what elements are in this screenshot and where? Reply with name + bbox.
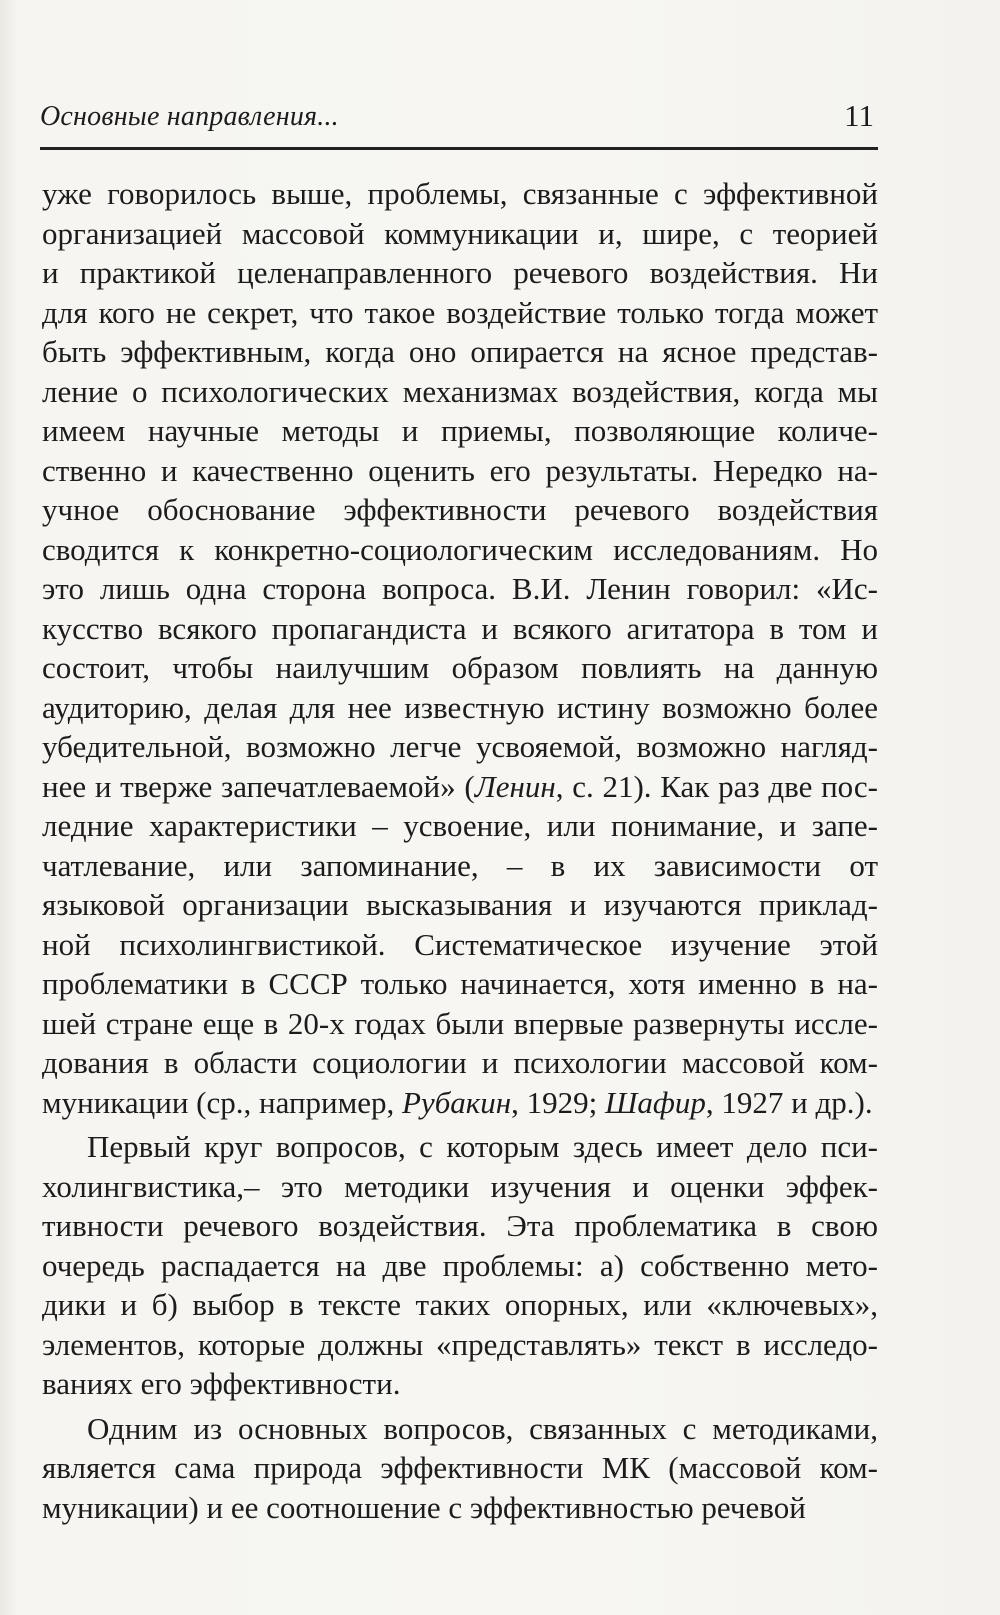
text-line: [42, 253, 878, 293]
text-line: [42, 490, 878, 530]
body-text: [42, 174, 878, 1527]
text-segment: тивности речевого воздействия. Эта проблематика в свою: [42, 1208, 878, 1243]
text-segment: кусство всякого пропагандиста и всякого агитатора в том и: [42, 610, 878, 646]
text-segment: это лишь одна сторона вопроса. В.И. Ленин говорил: «Ис-: [42, 571, 878, 606]
text-line: [42, 1488, 878, 1528]
text-segment: ственно и качественно оценить его результаты. Нередко на-: [42, 452, 878, 488]
text-line: [42, 214, 878, 254]
text-segment: муникации (ср., например,: [42, 1084, 402, 1120]
text-segment: убедительной, возможно легче усвояемой, возможно нагляд-: [42, 729, 878, 764]
text-segment: языковой организации высказывания и изучаются приклад-: [42, 887, 878, 922]
text-segment: холингвистика,– это методики изучения и оценки эффек-: [42, 1168, 878, 1204]
text-segment: состоит, чтобы наилучшим образом повлиять на данную: [42, 650, 878, 685]
paragraph: [42, 1409, 878, 1528]
text-segment: ваниях его эффективности.: [42, 1366, 401, 1401]
text-segment: шей стране еще в 20-х годах были впервые развернуты иссле-: [42, 1005, 878, 1041]
text-line: [42, 1206, 878, 1246]
text-segment: , с. 21). Как раз две пос-: [555, 768, 878, 804]
text-line: [42, 1448, 878, 1488]
text-segment: ледние характеристики – усвоение, или понимание, и запе-: [42, 808, 878, 843]
text-segment: чатлевание, или запоминание, – в их зависимости от: [42, 847, 878, 883]
text-line: [42, 411, 878, 451]
text-segment: нее и тверже запечатлеваемой» (: [42, 768, 475, 804]
paragraph: [42, 1127, 878, 1404]
text-line: [42, 1004, 878, 1044]
text-line: [42, 1127, 878, 1167]
text-line: [42, 609, 878, 649]
text-segment: ной психолингвистикой. Систематическое изучение этой: [42, 926, 878, 962]
text-segment: Одним из основных вопросов, связанных с методиками,: [87, 1410, 878, 1446]
text-line: [42, 1409, 878, 1449]
text-segment: организацией массовой коммуникации и, шире, с теорией: [42, 215, 878, 251]
text-line: [42, 451, 878, 491]
text-line: [42, 885, 878, 925]
italic-citation: Ленин: [474, 768, 556, 804]
text-line: [42, 174, 878, 214]
text-segment: и практикой целенаправленного речевого воздействия. Ни: [42, 255, 878, 290]
text-line: [42, 688, 878, 728]
text-line: [42, 569, 878, 609]
text-line: [42, 727, 878, 767]
text-segment: проблематики в СССР только начинается, хотя именно в на-: [42, 966, 878, 1001]
text-segment: , 1927 и др.).: [705, 1084, 873, 1120]
paragraph: [42, 174, 878, 1122]
text-line: [42, 806, 878, 846]
text-segment: муникации) и ее соотношение с эффективностью речевой: [42, 1489, 806, 1525]
page-number: 11: [844, 98, 874, 133]
text-line: [42, 767, 878, 807]
page-header: [40, 95, 878, 150]
text-line: [42, 1167, 878, 1207]
italic-citation: Рубакин: [402, 1084, 512, 1120]
text-line: [42, 530, 878, 570]
text-line: [42, 964, 878, 1004]
text-segment: уже говорилось выше, проблемы, связанные с эффективной: [42, 176, 878, 211]
text-segment: Первый круг вопросов, с которым здесь имеет дело пси-: [87, 1129, 878, 1164]
text-line: [42, 332, 878, 372]
text-line: [42, 1364, 878, 1404]
text-segment: сводится к конкретно-социологическим исследованиям. Но: [42, 531, 878, 567]
text-segment: является сама природа эффективности МК (массовой ком-: [42, 1450, 878, 1485]
text-line: [42, 1083, 878, 1123]
text-segment: учное обоснование эффективности речевого воздействия: [42, 492, 878, 527]
text-segment: дики и б) выбор в тексте таких опорных, или «ключевых»,: [42, 1287, 878, 1322]
text-segment: имеем научные методы и приемы, позволяющие количе-: [42, 413, 878, 448]
text-segment: аудиторию, делая для нее известную истину возможно более: [42, 689, 878, 725]
text-segment: для кого не секрет, что такое воздействие только тогда может: [42, 294, 878, 330]
running-title: Основные направления...: [40, 101, 339, 132]
italic-citation: Шафир: [605, 1084, 706, 1120]
text-segment: быть эффективным, когда оно опирается на ясное представ-: [42, 334, 878, 369]
text-line: [42, 925, 878, 965]
text-segment: очередь распадается на две проблемы: а) собственно мето-: [42, 1247, 878, 1283]
text-line: [42, 648, 878, 688]
text-line: [42, 372, 878, 412]
text-segment: дования в области социологии и психологии массовой ком-: [42, 1045, 878, 1080]
text-segment: , 1929;: [511, 1084, 606, 1120]
text-segment: ление о психологических механизмах воздействия, когда мы: [42, 373, 878, 409]
text-segment: элементов, которые должны «представлять» текст в исследо-: [42, 1326, 878, 1362]
text-line: [42, 1325, 878, 1365]
text-line: [42, 1285, 878, 1325]
text-line: [42, 1043, 878, 1083]
text-line: [42, 846, 878, 886]
text-line: [42, 293, 878, 333]
text-line: [42, 1246, 878, 1286]
